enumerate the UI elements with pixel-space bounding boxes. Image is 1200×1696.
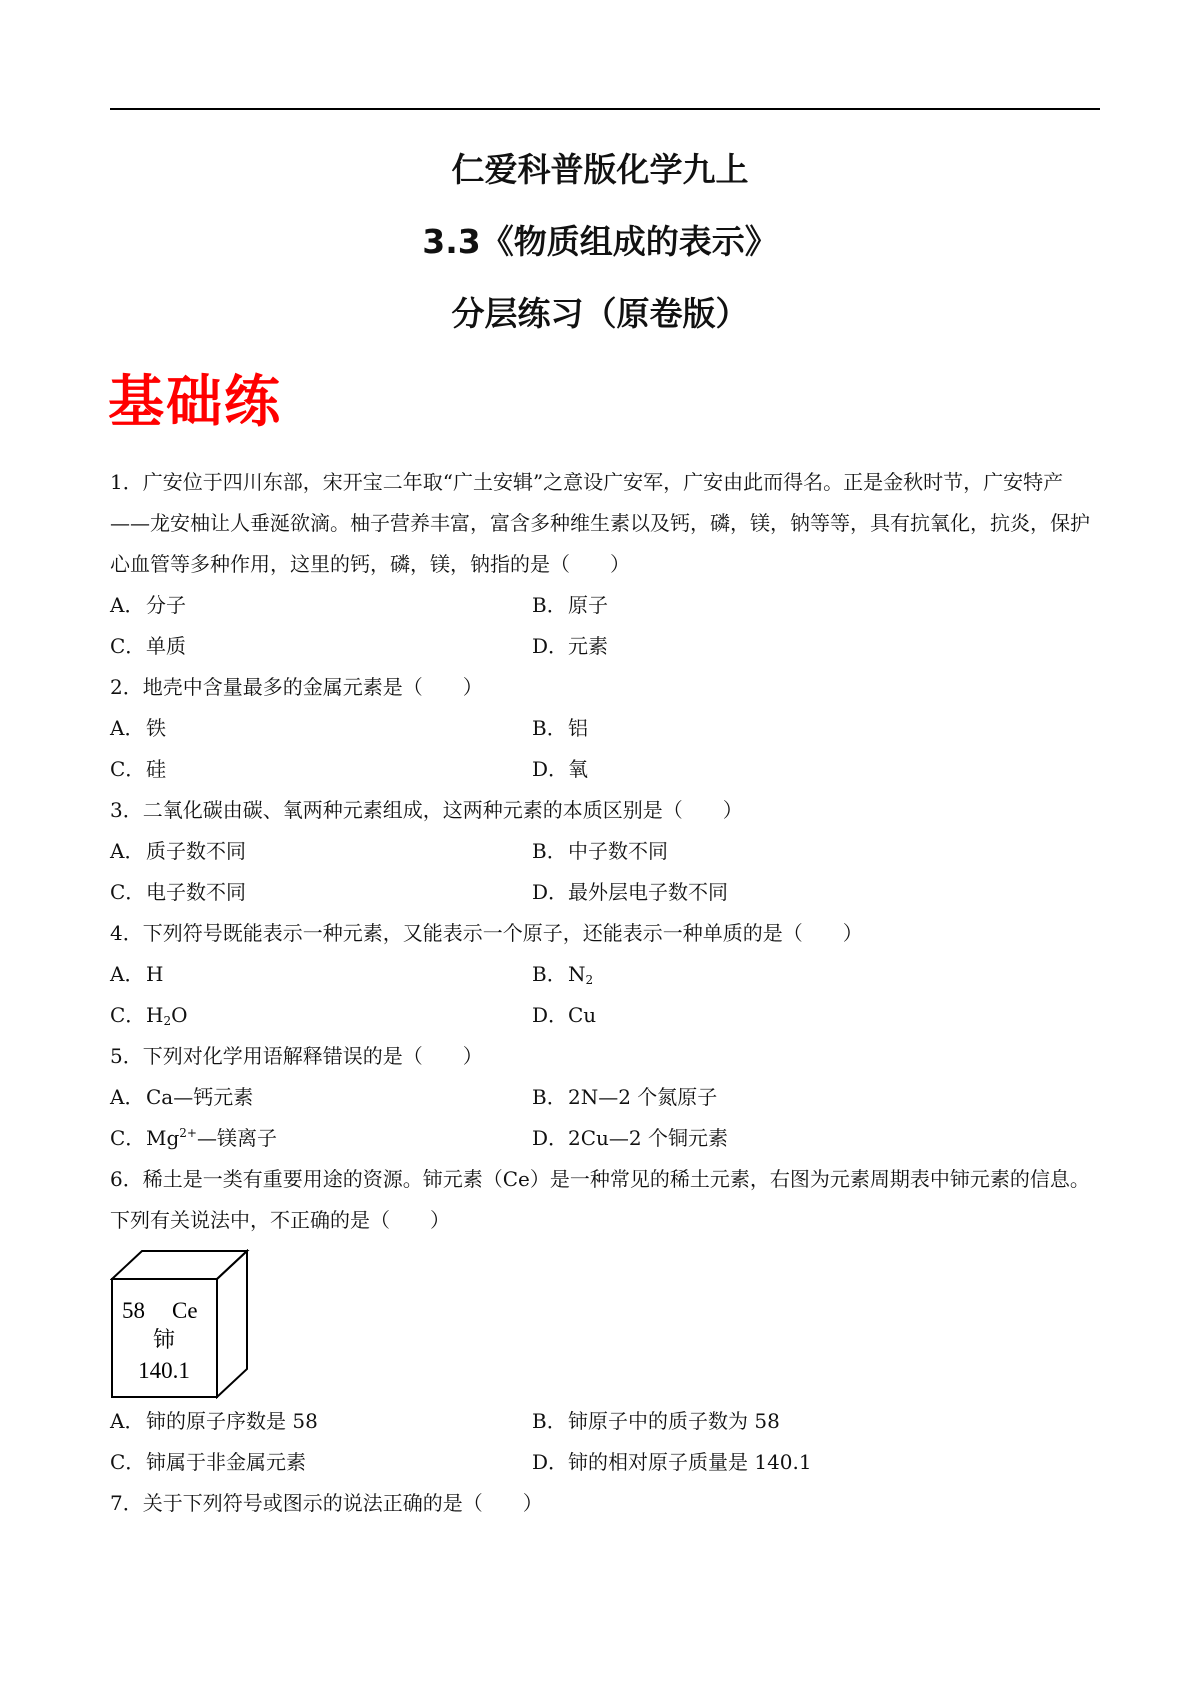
- option-letter: D．: [532, 1126, 569, 1150]
- option-text: 电子数不同: [146, 880, 246, 904]
- cube-side-face: [217, 1251, 247, 1397]
- option-text: 2Cu—2 个铜元素: [568, 1126, 728, 1150]
- option-letter: B．: [532, 839, 567, 863]
- option-letter: A．: [110, 716, 145, 740]
- option-a: [110, 831, 532, 872]
- option-row: [110, 708, 1100, 749]
- title-line-1: 仁爱科普版化学九上: [451, 150, 749, 189]
- option-letter: D．: [532, 880, 569, 904]
- option-text: 铈属于非金属元素: [146, 1450, 306, 1474]
- option-text: 分子: [146, 593, 186, 617]
- formula-symbol: H: [146, 1003, 164, 1027]
- option-c: [110, 1442, 532, 1483]
- option-a: [110, 708, 532, 749]
- formula-superscript: 2+: [179, 1126, 197, 1140]
- option-text: 质子数不同: [146, 839, 246, 863]
- option-letter: B．: [532, 1409, 567, 1433]
- option-c: [110, 872, 532, 913]
- formula-subscript: 2: [585, 973, 594, 987]
- option-b: [532, 1077, 954, 1118]
- option-letter: C．: [110, 1003, 146, 1027]
- option-text: 元素: [568, 634, 608, 658]
- option-b: [532, 1401, 954, 1442]
- option-a: [110, 585, 532, 626]
- element-cube-diagram: [110, 1249, 250, 1399]
- option-row: [110, 749, 1100, 790]
- header-rule: [110, 108, 1100, 110]
- option-letter: C．: [110, 757, 146, 781]
- option-text: H: [146, 962, 164, 986]
- option-letter: A．: [110, 1409, 145, 1433]
- option-text: 单质: [146, 634, 186, 658]
- option-a: [110, 1401, 532, 1442]
- formula-tail: —镁离子: [196, 1126, 277, 1150]
- option-a: [110, 954, 532, 995]
- element-symbol: Ce: [172, 1298, 198, 1323]
- question-4: [110, 913, 1100, 1036]
- option-text: 铁: [146, 716, 166, 740]
- option-letter: A．: [110, 593, 145, 617]
- option-c: [110, 1118, 532, 1159]
- element-name: 铈: [152, 1328, 176, 1353]
- atomic-mass: 140.1: [138, 1358, 190, 1383]
- option-d: [532, 749, 954, 790]
- question-6: [110, 1159, 1100, 1483]
- option-row: [110, 1118, 1100, 1159]
- option-text: 铝: [568, 716, 588, 740]
- option-d: [532, 1118, 954, 1159]
- question-7: [110, 1483, 1100, 1524]
- option-text: 原子: [568, 593, 608, 617]
- formula-symbol: N: [568, 962, 586, 986]
- option-c: [110, 749, 532, 790]
- title-line-2: 3.3《物质组成的表示》: [422, 222, 778, 261]
- question-stem: 6．稀土是一类有重要用途的资源。铈元素（Ce）是一种常见的稀土元素，右图为元素周期表中铈元素的信息。下列有关说法中，不正确的是（ ）: [110, 1167, 1090, 1232]
- option-letter: A．: [110, 962, 145, 986]
- option-letter: B．: [532, 962, 567, 986]
- question-stem: 7．关于下列符号或图示的说法正确的是（ ）: [110, 1491, 543, 1515]
- option-row: [110, 995, 1100, 1036]
- option-text: 铈的原子序数是 58: [146, 1409, 318, 1433]
- question-3: [110, 790, 1100, 913]
- option-text: 铈的相对原子质量是 140.1: [568, 1450, 812, 1474]
- question-stem: 1．广安位于四川东部，宋开宝二年取“广土安辑”之意设广安军，广安由此而得名。正是金秋时节，广安特产——龙安柚让人垂涎欲滴。柚子营养丰富，富含多种维生素以及钙，磷，镁，钠等等，具有抗氧化，抗炎，保护心血管等多种作用，这里的钙，磷，镁，钠指的是（ ）: [110, 470, 1090, 576]
- element-cell-figure: [110, 1249, 1100, 1399]
- option-d: [532, 626, 954, 667]
- option-letter: C．: [110, 1450, 146, 1474]
- option-letter: A．: [110, 839, 145, 863]
- question-2: [110, 667, 1100, 790]
- option-text: 硅: [146, 757, 166, 781]
- option-text: 中子数不同: [568, 839, 668, 863]
- formula-tail: O: [171, 1003, 188, 1027]
- option-a: [110, 1077, 532, 1118]
- option-text: 氧: [568, 757, 588, 781]
- option-row: [110, 1442, 1100, 1483]
- formula-symbol: Mg: [146, 1126, 180, 1150]
- option-letter: B．: [532, 1085, 567, 1109]
- option-b: [532, 831, 954, 872]
- option-text: 最外层电子数不同: [568, 880, 728, 904]
- option-c: [110, 626, 532, 667]
- title-block: [0, 142, 1200, 358]
- option-b: [532, 954, 954, 995]
- option-text: 铈原子中的质子数为 58: [568, 1409, 780, 1433]
- option-letter: B．: [532, 593, 567, 617]
- option-row: [110, 1401, 1100, 1442]
- option-row: [110, 831, 1100, 872]
- option-letter: B．: [532, 716, 567, 740]
- option-text: 2N—2 个氮原子: [568, 1085, 718, 1109]
- option-row: [110, 626, 1100, 667]
- question-1: [110, 462, 1100, 667]
- atomic-number: 58: [122, 1298, 145, 1323]
- option-d: [532, 872, 954, 913]
- question-5: [110, 1036, 1100, 1159]
- option-row: [110, 872, 1100, 913]
- option-letter: D．: [532, 1003, 569, 1027]
- option-b: [532, 708, 954, 749]
- question-list: [110, 462, 1100, 1524]
- question-stem: 4．下列符号既能表示一种元素，又能表示一个原子，还能表示一种单质的是（ ）: [110, 921, 863, 945]
- option-b: [532, 585, 954, 626]
- title-line-3: 分层练习（原卷版）: [451, 294, 749, 333]
- option-letter: D．: [532, 757, 569, 781]
- question-stem: 2．地壳中含量最多的金属元素是（ ）: [110, 675, 483, 699]
- option-letter: C．: [110, 634, 146, 658]
- option-d: [532, 995, 954, 1036]
- option-row: [110, 585, 1100, 626]
- question-stem: 3．二氧化碳由碳、氧两种元素组成，这两种元素的本质区别是（ ）: [110, 798, 743, 822]
- option-d: [532, 1442, 954, 1483]
- question-stem: 5．下列对化学用语解释错误的是（ ）: [110, 1044, 483, 1068]
- option-letter: D．: [532, 634, 569, 658]
- option-letter: C．: [110, 1126, 146, 1150]
- option-c: [110, 995, 532, 1036]
- option-row: [110, 954, 1100, 995]
- cube-top-face: [112, 1251, 247, 1279]
- option-letter: A．: [110, 1085, 145, 1109]
- option-text: Cu: [568, 1003, 597, 1027]
- option-letter: D．: [532, 1450, 569, 1474]
- option-text: Ca—钙元素: [146, 1085, 254, 1109]
- option-letter: C．: [110, 880, 146, 904]
- section-heading: 基础练: [108, 370, 282, 435]
- formula-subscript: 2: [163, 1014, 172, 1028]
- option-row: [110, 1077, 1100, 1118]
